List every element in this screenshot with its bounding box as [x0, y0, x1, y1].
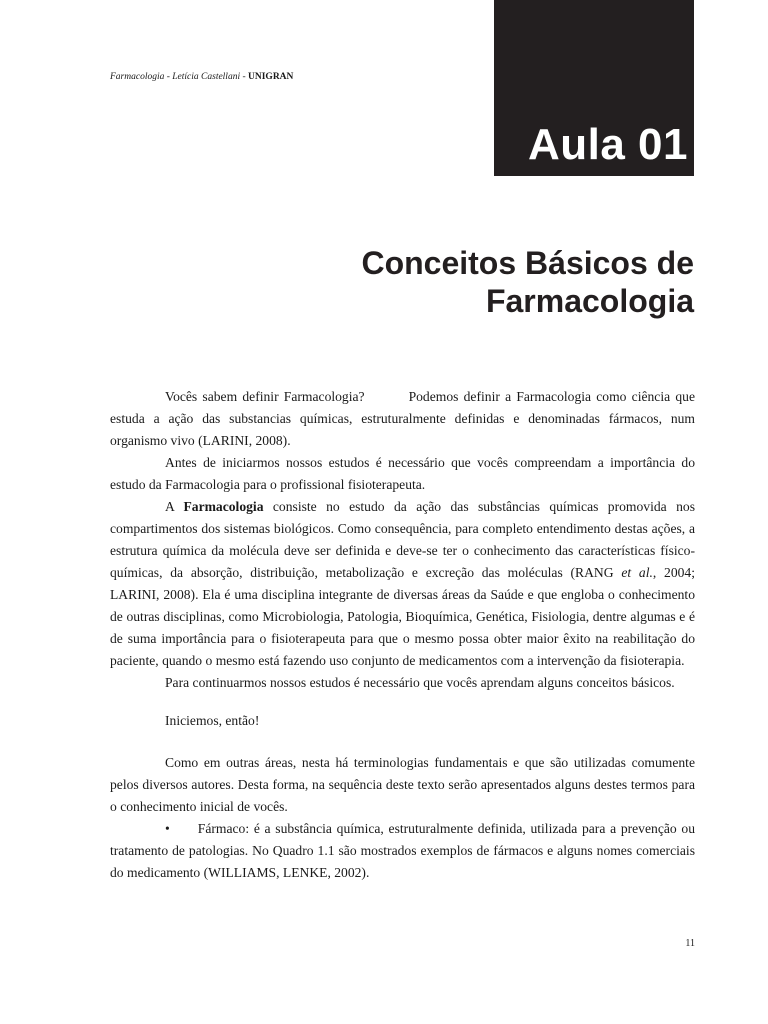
paragraph-3-text-a: consiste no estudo da ação das substâncias químicas promovida nos compartimentos dos sistemas biológicos. Como consequência, para completo entendimento destas ações, a estrutura química da molécula deve ser definida e deve-se ter o conhecimento das características físico-químicas, da absorção, distribuição, metabolização e excreção das moléculas (RANG: [110, 499, 695, 580]
paragraph-5: Iniciemos, então!: [165, 713, 260, 728]
paragraph-3: [110, 496, 695, 672]
chapter-title-line2: Farmacologia: [485, 283, 694, 319]
bullet-item-text: Fármaco: é a substância química, estruturalmente definida, utilizada para a prevenção ou tratamento de patologias. No Quadro 1.1 são mostrados exemplos de fármacos e alguns nomes comerciais do medicamento (WILLIAMS, LENKE, 2002).: [110, 821, 695, 880]
paragraph-1-question: Vocês sabem definir Farmacologia?: [165, 389, 365, 404]
paragraph-3-term: Farmacologia: [183, 499, 264, 514]
paragraph-6: Como em outras áreas, nesta há terminologias fundamentais e que são utilizadas comumente pelos diversos autores. Desta forma, na sequência deste texto serão apresentados alguns destes termos para o conhecimento inicial de vocês.: [110, 755, 695, 814]
header-institution: UNIGRAN: [248, 72, 294, 82]
chapter-title-line1: Conceitos Básicos de: [361, 245, 694, 281]
running-header: [110, 72, 293, 82]
paragraph-4: Para continuarmos nossos estudos é necessário que vocês aprendam alguns conceitos básicos.: [165, 675, 675, 690]
paragraph-3-citation-etal: et al.: [621, 565, 653, 580]
paragraph-1: [110, 386, 695, 452]
lesson-label-box: [494, 0, 694, 176]
chapter-title: [361, 244, 694, 320]
bullet-icon: •: [165, 821, 170, 836]
body-text: [110, 386, 695, 884]
lesson-label: Aula 01: [527, 120, 688, 169]
paragraph-2: Antes de iniciarmos nossos estudos é necessário que vocês compreendam a importância do estudo da Farmacologia para o profissional fisioterapeuta.: [110, 455, 695, 492]
page-number: 11: [685, 938, 695, 949]
paragraph-3-pre: A: [165, 499, 184, 514]
bullet-item-farmaco: [110, 818, 695, 884]
paragraph-1-definition: Podemos definir a Farmacologia como ciência que estuda a ação das substancias químicas, estruturalmente definidas e denominadas fármacos, num organismo vivo (LARINI, 2008).: [110, 389, 695, 448]
paragraph-3-text-b: , 2004; LARINI, 2008). Ela é uma disciplina integrante de diversas áreas da Saúde e que engloba o conhecimento de outras disciplinas, como Microbiologia, Patologia, Bioquímica, Genética, Fisiologia, dentre algumas e é de suma importância para o fisioterapeuta para que o mesmo possa obter maior êxito na reabilitação do paciente, quando o mesmo está fazendo uso conjunto de medicamentos com a intervenção da fisioterapia.: [110, 565, 696, 668]
header-course: Farmacologia - Letícia Castellani -: [110, 72, 249, 82]
